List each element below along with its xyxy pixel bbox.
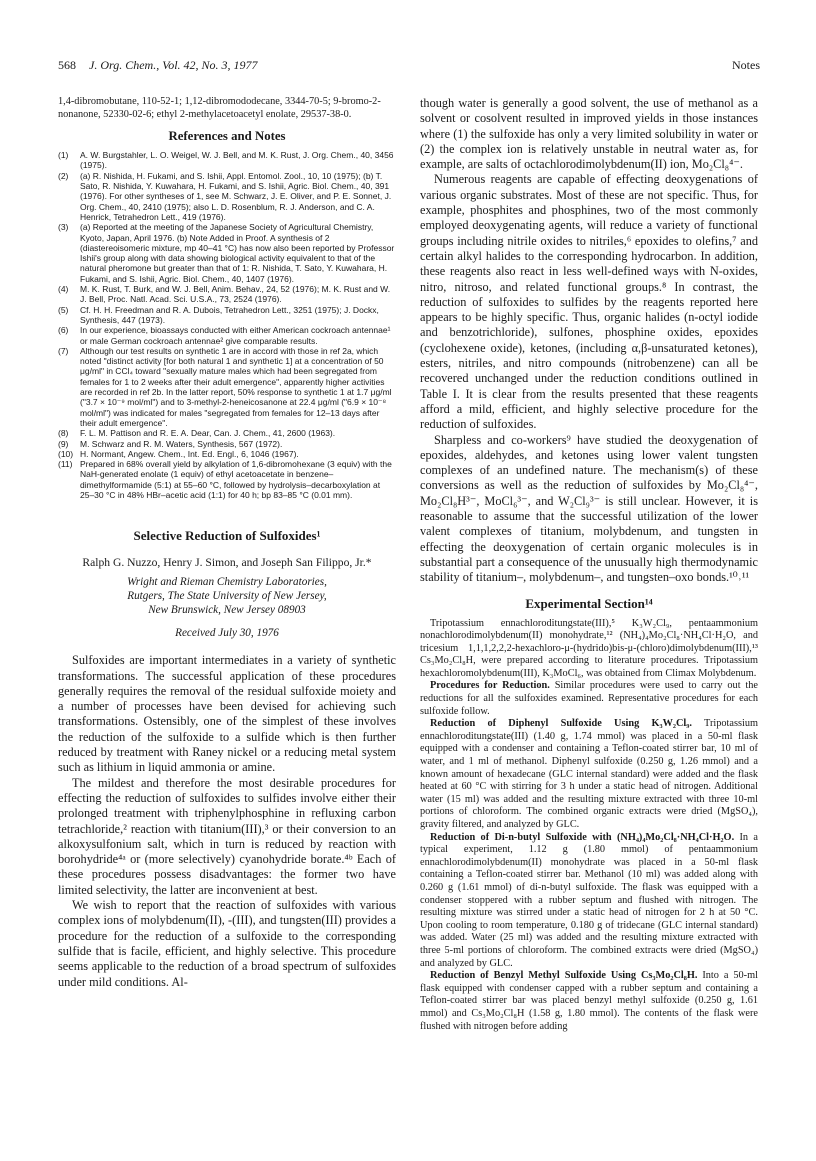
reference-item: (1) A. W. Burgstahler, L. O. Weigel, W. J. Bell, and M. K. Rust, J. Org. Chem., 40, 3456 (1975). bbox=[58, 150, 394, 171]
references-heading: References and Notes bbox=[168, 129, 286, 144]
affiliation-line: Rutgers, The State University of New Jersey, bbox=[127, 590, 327, 603]
page-number: 568 bbox=[58, 58, 76, 72]
article-title: Selective Reduction of Sulfoxides¹ bbox=[133, 528, 321, 544]
cas-registry-text: 1,4-dibromobutane, 110-52-1; 1,12-dibromododecane, 3344-70-5; 9-bromo-2-nonanone, 52330-02-6; ethyl 2-methylacetoacetyl enolate, 29537-38-0. bbox=[58, 96, 381, 120]
affiliation-line: New Brunswick, New Jersey 08903 bbox=[148, 604, 306, 617]
running-header bbox=[58, 58, 760, 78]
experimental-paragraph: Reduction of Benzyl Methyl Sulfoxide Using Cs₃Mo₂Cl₈H. Into a 50-ml flask equipped with condenser capped with a rubber septum and containing a Teflon-coated stirrer bar was placed benzyl methyl sulfoxide (0.250 g, 1.61 mmol) and Cs₃Mo₂Cl₈H (1.58 g, 1.80 mmol). The contents of the flask were flushed with nitrogen before adding bbox=[420, 970, 758, 1032]
body-paragraph: The mildest and therefore the most desirable procedures for effecting the reduction of sulfoxides to sulfides involve either their prolonged treatment with triphenylphosphine in refluxing carbon tetrachloride,² reaction with titanium(III),³ or their conversion to an alkoxysulfonium salt, which in turn is reduced by reaction with borohydride⁴ᵃ or (more selectively) cyanohydride borate.⁴ᵇ Each of these procedures possess disadvantages: the former two have limited selectivity, the latter are inconvenient at best. bbox=[58, 775, 396, 897]
reference-item: (9) M. Schwarz and R. M. Waters, Synthesis, 567 (1972). bbox=[58, 438, 283, 449]
authors: Ralph G. Nuzzo, Henry J. Simon, and Joseph San Filippo, Jr.* bbox=[82, 556, 372, 570]
procedure-heading: Procedures for Reduction. bbox=[430, 680, 550, 692]
procedure-heading: Reduction of Di-n-butyl Sulfoxide with (NH₄)₄Mo₂Cl₈·NH₄Cl·H₂O. bbox=[430, 831, 735, 843]
procedure-heading: Reduction of Diphenyl Sulfoxide Using K₃W₂Cl₉. bbox=[430, 718, 692, 730]
reference-item: (7) Although our test results on synthetic 1 are in accord with those in ref 2a, which noted "distinct activity [for both natural 1 and synthetic 1] at a concentration of 50 μg/ml" in CCl₄ toward "sexually mature males which had been segregated from females for 1 to 2 weeks after their adult emergence", apparently higher activities are recorded in ref 2b. In the latter report, 50% response to synthetic 1 at 1.7 μg/ml ("3.7 × 10⁻⁹ mol/ml") and to 3-methyl-2-heneicosanone at 22.4 μg/ml ("6.9 × 10⁻⁸ mol/ml") was indicated for males "segregated from females for 12–13 days after their adult emergence". bbox=[58, 345, 392, 428]
section-label: Notes bbox=[732, 58, 760, 72]
references-list bbox=[58, 150, 396, 500]
left-column bbox=[58, 96, 396, 1136]
reference-item: (2) (a) R. Nishida, H. Fukami, and S. Ishii, Appl. Entomol. Zool., 10, 10 (1975); (b) T. Sato, R. Nishida, Y. Kuwahara, H. Fukami, and S. Ishii, Agric. Biol. Chem., 40, 391 (1976). For other syntheses of 1, see M. Schwarz, J. E. Oliver, and P. E. Sonnet, J. Org. Chem., 40, 2410 (1975); also L. D. Rosenblum, R. J. Anderson, and C. A. Henrick, Tetrahedron Lett., 419 (1976). bbox=[58, 170, 392, 222]
experimental-paragraph: Reduction of Di-n-butyl Sulfoxide with (NH₄)₄Mo₂Cl₈·NH₄Cl·H₂O. In a typical experiment, 1.12 g (1.80 mmol) of pentaammonium ennachlorodimolybdenum(II) monohydrate was placed in a 50-ml flask containing a Teflon-coated stirrer bar. Methanol (10 ml) was added along with 0.260 g (1.61 mmol) of di-n-butyl sulfoxide. The flask was equipped with a condenser stoppered with a rubber septum and flushed with nitrogen. The resulting mixture was stirred under a static head of nitrogen for 2 h at 50 °C. Upon cooling to room temperature, 0.180 g of tridecane (GLC internal standard) was added. Water (25 ml) was added and the resulting mixture extracted with three 5-ml portions of chloroform. The combined extracts were dried (MgSO₄) and analyzed by GLC. bbox=[420, 831, 758, 969]
reference-item: (11) Prepared in 68% overall yield by alkylation of 1,6-dibromohexane (3 equiv) with the NaH-generated enolate (1 equiv) of ethyl acetoacetate in benzene–dimethylformamide (5:1) at 55–60 °C, followed by hydrolysis–decarboxylation at 25–30 °C in 48% HBr–acetic acid (1:1) for 40 h; bp 83–85 °C (0.01 mm). bbox=[58, 459, 392, 500]
reference-item: (3) (a) Reported at the meeting of the Japanese Society of Agricultural Chemistry, Kyoto, Japan, April 1976. (b) Note Added in Proof. A synthesis of 2 (diastereoisomeric mixture, mp 40–41 °C) has now also been reported by Professor Ishii's group along with data showing biological activity equivalent to that of the natural pheromone but greater than that of 1: R. Nishida, T. Sato, Y. Kuwahara, H. Fukami, and S. Ishii, Agric. Biol. Chem., 40, 1407 (1976). bbox=[58, 222, 395, 284]
affiliation bbox=[58, 575, 396, 617]
reference-item: (6) In our experience, bioassays conducted with either American cockroach antennae¹ or male German cockroach antennae² give comparable results. bbox=[58, 325, 391, 346]
reference-item: (5) Cf. H. H. Freedman and R. A. Dubois, Tetrahedron Lett., 3251 (1975); J. Dockx, Synthesis, 447 (1973). bbox=[58, 304, 379, 325]
reference-item: (4) M. K. Rust, T. Burk, and W. J. Bell, Anim. Behav., 24, 52 (1976); M. K. Rust and W. J. Bell, Proc. Natl. Acad. Sci. U.S.A., 73, 2524 (1976). bbox=[58, 284, 391, 305]
journal-citation: J. Org. Chem., Vol. 42, No. 3, 1977 bbox=[89, 58, 258, 72]
journal-page bbox=[58, 58, 760, 1138]
body-paragraph: Sulfoxides are important intermediates in a variety of synthetic transformations. The successful application of these procedures generally requires the removal of the residual sulfoxide moiety and a number of processes have been devised for achieving such transformations. Ostensibly, one of the simplest of these involves the reduction of the sulfoxide to a sulfide which is then further reduced by treatment with Raney nickel or a reducing metal system such as lithium in liquid ammonia or amine. bbox=[58, 653, 396, 775]
experimental-heading: Experimental Section¹⁴ bbox=[525, 595, 653, 611]
experimental-paragraph: Procedures for Reduction. Similar procedures were used to carry out the reductions for all the sulfoxides examined. Representative procedures for each sulfoxide follow. bbox=[420, 680, 758, 717]
reference-item: (8) F. L. M. Pattison and R. E. A. Dear, Can. J. Chem., 41, 2600 (1963). bbox=[58, 428, 336, 439]
received-date: Received July 30, 1976 bbox=[175, 627, 279, 640]
body-paragraph: though water is generally a good solvent, the use of methanol as a solvent or cosolvent resulted in improved yields in those instances where (1) the sulfoxide has only a very limited solubility in water or (2) the complex ion is relatively unstable in neutral water as, for example, are salts of octachlorodimolybdenum(II) ion, Mo₂Cl₈⁴⁻. bbox=[420, 96, 758, 172]
affiliation-line: Wright and Rieman Chemistry Laboratories, bbox=[127, 576, 327, 589]
header-left bbox=[58, 58, 258, 73]
body-paragraph: We wish to report that the reaction of sulfoxides with various complex ions of molybdenum(II), -(III), and tungsten(III) provides a procedure for the reduction of a sulfoxide to the corresponding sulfide that is facile, efficient, and highly selective. This procedure seems applicable to the reduction of a broad spectrum of sulfoxides under mild conditions. Al- bbox=[58, 898, 396, 989]
experimental-paragraph: Tripotassium ennachloroditungstate(III),⁵ K₃W₂Cl₉, pentaammonium nonachlorodimolybdenum(II) monohydrate,¹² (NH₄)₄Mo₂Cl₈·NH₄Cl·H₂O, and tricesium 1,1,1,2,2,2-hexachloro-μ-(hydrido)bis-μ-(chloro)dimolybdenum(III),¹³ Cs₃Mo₂Cl₈H, were prepared according to literature procedures. Tripotassium hexachloromolybdenum(III), K₃MoCl₆, was obtained from Climax Molybdenum. bbox=[420, 617, 758, 679]
body-paragraph: Sharpless and co-workers⁹ have studied the deoxygenation of epoxides, aldehydes, and ketones using lower valent tungsten complexes of an undefined nature. The mechanism(s) of these conversions as well as the reduction of sulfoxides by Mo₂Cl₈⁴⁻, Mo₂Cl₈H³⁻, MoCl₆³⁻, and W₂Cl₉³⁻ is still unclear. However, it is reasonable to assume that the successful utilization of the lower valent complexes of titanium, molybdenum, and tungsten in effecting the deoxygenation of certain organic molecules is in substantial part a consequence of the unusually high thermodynamic stability of titanium–, molybdenum–, and tungsten–oxo bonds.¹⁰˒¹¹ bbox=[420, 432, 758, 585]
right-column bbox=[420, 96, 758, 1136]
reference-item: (10) H. Normant, Angew. Chem., Int. Ed. Engl., 6, 1046 (1967). bbox=[58, 448, 299, 459]
procedure-heading: Reduction of Benzyl Methyl Sulfoxide Using Cs₃Mo₂Cl₈H. bbox=[430, 970, 698, 982]
body-paragraph: Numerous reagents are capable of effecting deoxygenations of various organic substrates. Most of these are not specific. Thus, for example, phosphites and phosphines, two of the most commonly employed deoxygenating agents, will reduce a variety of functional groups including nitrile oxides to nitriles,⁶ epoxides to olefins,⁷ and certain alkyl halides to the corresponding hydrocarbon. In addition, these reagents also react in less well-defined ways with N-oxides, nitro, nitroso, and related functional groups.⁸ In contrast, the reduction of sulfoxides to sulfides by the reagents reported here appears to be highly specific. Thus, organic halides (n-octyl iodide and benzotrichloride), sulfones, phosphine oxides, epoxides (cyclohexene oxide), ketones, (including α,β-unsaturated ketones), esters, nitriles, and nitro compounds (nitrobenzene) can all be recovered unchanged under the reduction conditions outlined in Table I. It is clear from the results presented that these reagents afford a mild, efficient, and highly selective procedure for the reduction of sulfoxides. bbox=[420, 172, 758, 432]
experimental-paragraph: Reduction of Diphenyl Sulfoxide Using K₃W₂Cl₉. Tripotassium ennachloroditungstate(III) (1.40 g, 1.74 mmol) was placed in a 50-ml flask equipped with a condenser and containing a Teflon-coated stirrer bar, 10 ml of water, and 1 ml of methanol. Diphenyl sulfoxide (0.250 g, 1.26 mmol) and a known amount of hexadecane (GLC internal standard) were added and the flask heated at 60 °C with stirring for 3 h under a static head of nitrogen. Additional water (15 ml) was added and the resulting mixture extracted with three 10-ml portions of chloroform. The combined organic extracts were dried (MgSO₄), gravity filtered, and analyzed by GLC. bbox=[420, 718, 758, 830]
